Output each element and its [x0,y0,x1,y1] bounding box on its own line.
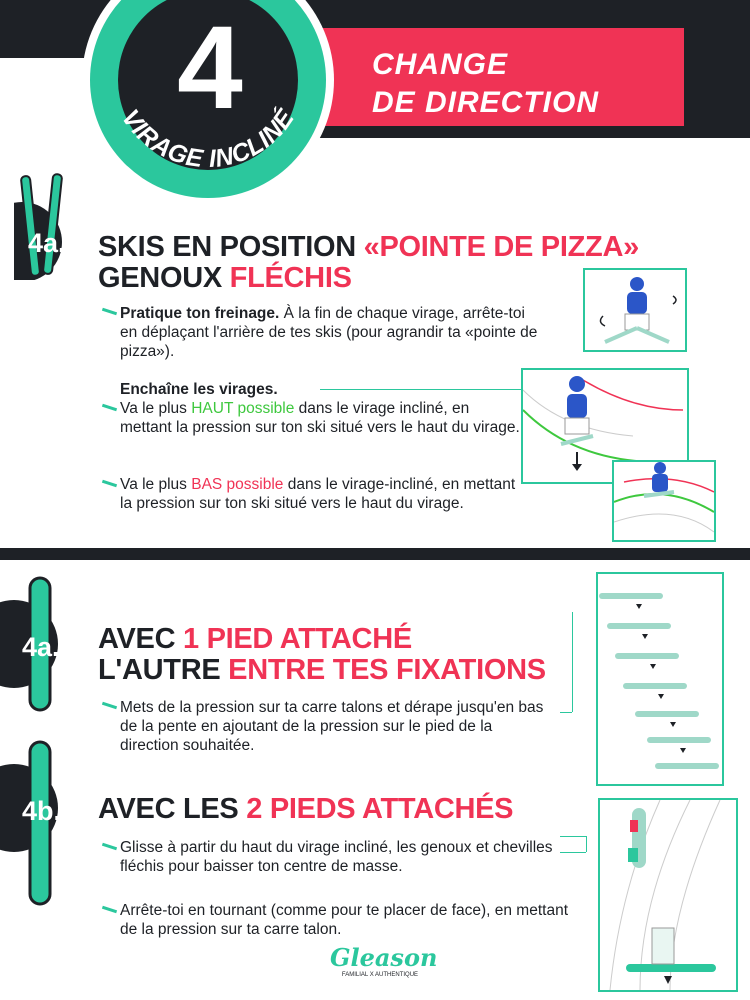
ski-p2-highlight: HAUT possible [191,400,295,417]
board-b-paragraph-1: Glisse à partir du haut du virage incliné, les genoux et chevilles fléchis pour baisser ton centre de masse. [120,839,553,875]
board-b-paragraph-2: Arrête-toi en tournant (comme pour te placer de face), en mettant de la pression sur ta carre talon. [120,902,569,938]
board-b-heading-b: 2 PIEDS ATTACHÉS [246,793,514,825]
bullet-dash [102,702,117,709]
ski-paragraph-2-title [120,380,315,399]
connector-line [586,836,587,852]
section-divider [0,548,750,560]
board-b-heading-a: AVEC LES [98,793,247,825]
bullet-dash [102,480,117,487]
logo-tagline: FAMILIAL X AUTHENTIQUE [341,972,419,978]
bullet-dash [102,404,117,411]
gleason-logo: Gleason [330,943,438,972]
turn-stop-illustration [598,798,738,992]
ski-p2-pre: Va le plus [120,400,192,417]
sideslip-illustration [596,572,724,786]
bullet-dash [102,906,117,913]
bullet-dash [102,843,117,850]
ski-p2-bold: Enchaîne les virages. [120,381,278,398]
ski-heading-1a: SKIS EN POSITION [98,231,364,263]
page-title [372,46,672,122]
badge-text: VIRAGE INCLINÉ [115,104,301,174]
bullet-dash [102,308,117,315]
board-b-heading [98,794,578,825]
ski-p3-pre: Va le plus [120,476,192,493]
connector-line [572,612,573,712]
ski-heading-2a: GENOUX [98,262,230,294]
title-line-2: DE DIRECTION [372,86,600,119]
board-a-heading [98,624,578,686]
ski-p1-bold: Pratique ton freinage. [120,305,280,322]
ski-heading-1b: «POINTE DE PIZZA» [363,231,639,263]
board-a-heading-2b: ENTRE TES FIXATIONS [228,654,546,686]
connector-line [560,852,586,853]
ski-p3-highlight: BAS possible [191,476,284,493]
braking-illustration [583,268,687,352]
board-a-heading-1b: 1 PIED ATTACHÉ [182,623,412,655]
ski-p3-post: dans le virage-incliné, en mettant la pression sur ton ski situé vers le haut du virage. [120,476,516,512]
step-label-ski: 4a. [28,228,66,258]
connector-line [560,712,572,713]
ski-p1-rest: À la fin de chaque virage, arrête-toi en déplaçant l'arrière de tes skis (pour agrandir ta «pointe de pizza»). [120,305,538,360]
board-a-heading-2a: L'AUTRE [98,654,229,686]
title-line-1: CHANGE [372,48,509,81]
board-a-paragraph: Mets de la pression sur ta carre talons et dérape jusqu'en bas de la pente en ajoutant de la pression sur le pied de la direction souhaitée. [120,699,544,754]
skis-icon [14,170,78,280]
connector-line [560,836,586,837]
ski-paragraph-3 [120,475,520,513]
step-label-board-b: 4b. [22,796,62,826]
step-label-board-a: 4a. [22,632,60,662]
turn-low-illustration [612,460,716,542]
ski-heading-2b: FLÉCHIS [229,262,352,294]
connector-line [320,389,522,390]
ski-p2-post: dans le virage incliné, en mettant la pression sur ton ski situé vers le haut du virage. [120,400,520,436]
board-a-heading-1a: AVEC [98,623,183,655]
ski-paragraph-2 [120,399,520,437]
ski-paragraph-1 [120,304,540,361]
step-number: 4 [177,2,243,134]
